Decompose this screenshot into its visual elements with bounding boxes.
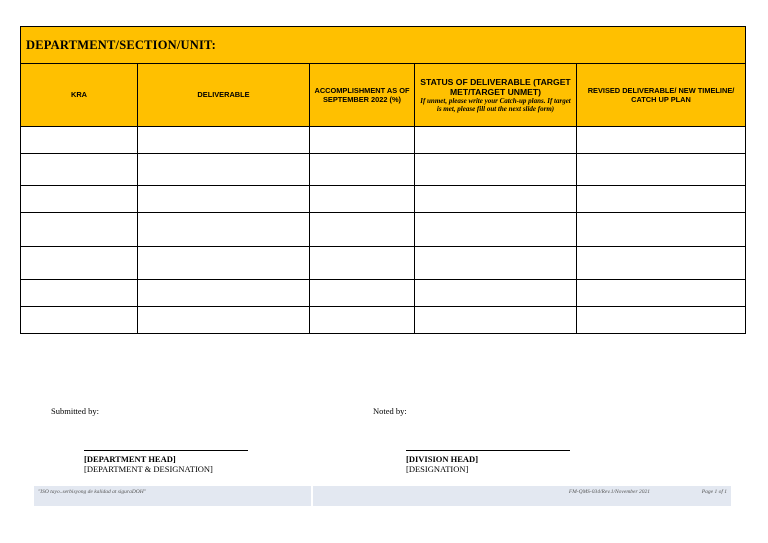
table-row <box>21 307 746 334</box>
table-row <box>21 247 746 280</box>
footer-form-code: FM-QMS-034/Rev.1/November 2021 <box>568 489 650 495</box>
table-row <box>21 213 746 247</box>
kra-cell[interactable] <box>21 154 138 186</box>
revised-cell[interactable] <box>577 280 746 307</box>
deliverable-cell[interactable] <box>138 213 310 247</box>
footer-page-number: Page 1 of 1 <box>701 489 727 495</box>
deliverable-cell[interactable] <box>138 186 310 213</box>
noted-by-label: Noted by: <box>373 406 407 416</box>
accomplishment-cell[interactable] <box>310 307 415 334</box>
kra-cell[interactable] <box>21 127 138 154</box>
deliverable-cell[interactable] <box>138 154 310 186</box>
status-header-title: STATUS OF DELIVERABLE (TARGET MET/TARGET UNMET) <box>420 76 571 97</box>
deliverable-cell[interactable] <box>138 280 310 307</box>
submitted-signatory <box>84 455 213 475</box>
table-row <box>21 127 746 154</box>
revised-cell[interactable] <box>577 307 746 334</box>
table-row <box>21 280 746 307</box>
kra-cell[interactable] <box>21 247 138 280</box>
status-cell[interactable] <box>415 186 577 213</box>
column-header-kra: KRA <box>21 64 138 127</box>
submitted-signature-line <box>84 450 248 451</box>
revised-cell[interactable] <box>577 247 746 280</box>
kra-cell[interactable] <box>21 213 138 247</box>
status-cell[interactable] <box>415 213 577 247</box>
accomplishment-cell[interactable] <box>310 280 415 307</box>
noted-signature-line <box>406 450 570 451</box>
accomplishment-cell[interactable] <box>310 247 415 280</box>
accomplishment-cell[interactable] <box>310 154 415 186</box>
division-head-designation: [DESIGNATION] <box>406 463 469 474</box>
deliverable-cell[interactable] <box>138 127 310 154</box>
table-row <box>21 154 746 186</box>
accomplishment-cell[interactable] <box>310 127 415 154</box>
department-head-name: [DEPARTMENT HEAD] <box>84 454 176 464</box>
status-cell[interactable] <box>415 307 577 334</box>
column-header-status <box>415 64 577 127</box>
submitted-by-label: Submitted by: <box>51 406 99 416</box>
deliverables-form-table <box>20 26 746 334</box>
footer-divider <box>311 486 313 506</box>
revised-cell[interactable] <box>577 213 746 247</box>
status-cell[interactable] <box>415 280 577 307</box>
kra-cell[interactable] <box>21 307 138 334</box>
deliverable-cell[interactable] <box>138 307 310 334</box>
footer-tagline: "ISO tayo..serbisyong de kalidad at siguraDOH" <box>38 489 147 495</box>
status-header-note: If unmet, please write your Catch-up plans. If target is met, please fill out the next slide form) <box>420 97 571 113</box>
department-head-designation: [DEPARTMENT & DESIGNATION] <box>84 463 213 474</box>
status-cell[interactable] <box>415 247 577 280</box>
accomplishment-cell[interactable] <box>310 213 415 247</box>
revised-cell[interactable] <box>577 127 746 154</box>
revised-cell[interactable] <box>577 154 746 186</box>
division-head-name: [DIVISION HEAD] <box>406 454 479 464</box>
department-section-unit-label: DEPARTMENT/SECTION/UNIT: <box>21 27 746 64</box>
page-footer <box>34 486 731 506</box>
kra-cell[interactable] <box>21 186 138 213</box>
kra-cell[interactable] <box>21 280 138 307</box>
status-cell[interactable] <box>415 127 577 154</box>
accomplishment-cell[interactable] <box>310 186 415 213</box>
column-header-revised: REVISED DELIVERABLE/ NEW TIMELINE/ CATCH UP PLAN <box>577 64 746 127</box>
revised-cell[interactable] <box>577 186 746 213</box>
noted-signatory <box>406 455 478 475</box>
status-cell[interactable] <box>415 154 577 186</box>
deliverable-cell[interactable] <box>138 247 310 280</box>
column-header-accomplishment: ACCOMPLISHMENT AS OF SEPTEMBER 2022 (%) <box>310 64 415 127</box>
column-header-deliverable: DELIVERABLE <box>138 64 310 127</box>
table-row <box>21 186 746 213</box>
